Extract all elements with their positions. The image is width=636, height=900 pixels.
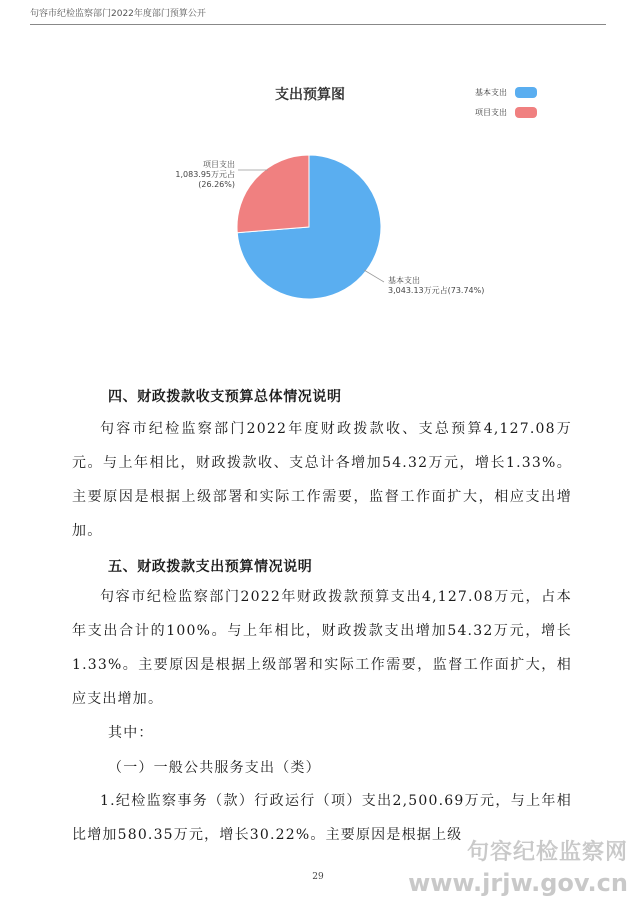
legend-label-project: 项目支出 [475,107,507,117]
pie-svg [0,0,636,340]
page-number: 29 [312,872,324,882]
pie-label-project [140,160,235,190]
section-4-title: 四、财政拨款收支预算总体情况说明 [108,389,342,405]
pie-label-project-name: 项目支出 [203,160,235,169]
subsection-1-title: （一）一般公共服务支出（类） [108,760,321,776]
watermark-line1: 句容纪检监察网 [466,840,628,865]
section-4-paragraph: 句容市纪检监察部门2022年度财政拨款收、支总预算4,127.08万元。与上年相比，财政拨款收、支总计各增加54.32万元，增长1.33%。主要原因是根据上级部署和实际工作需要，监督工作面扩大，相应支出增加。 [72,421,572,539]
section-5-title: 五、财政拨款支出预算情况说明 [108,559,313,575]
pie-label-basic-name: 基本支出 [388,276,420,285]
header-text: 句容市纪检监察部门2022年度部门预算公开 [30,9,206,19]
chart-title: 支出预算图 [275,87,345,103]
watermark-line2: www.jrjw.gov.cn [408,869,628,897]
subsection-1-paragraph: 1.纪检监察事务（款）行政运行（项）支出2,500.69万元，与上年相比增加580.35万元，增长30.22%。主要原因是根据上级 [72,793,572,843]
watermark [408,838,628,898]
pie-label-basic-value: 3,043.13万元占(73.74%) [388,286,485,295]
pie-label-project-value: 1,083.95万元占(26.26%) [175,170,235,189]
section-5-paragraph: 句容市纪检监察部门2022年财政拨款预算支出4,127.08万元，占本年支出合计的100%。与上年相比，财政拨款支出增加54.32万元，增长1.33%。主要原因是根据上级部署和实际工作需要，监督工作面扩大，相应支出增加。 [72,589,572,707]
pie-label-basic [388,276,484,296]
qizhong-label: 其中： [108,725,154,741]
legend-label-basic: 基本支出 [475,87,507,97]
leader-line-basic [364,270,384,282]
pie-slice-project [237,155,309,233]
